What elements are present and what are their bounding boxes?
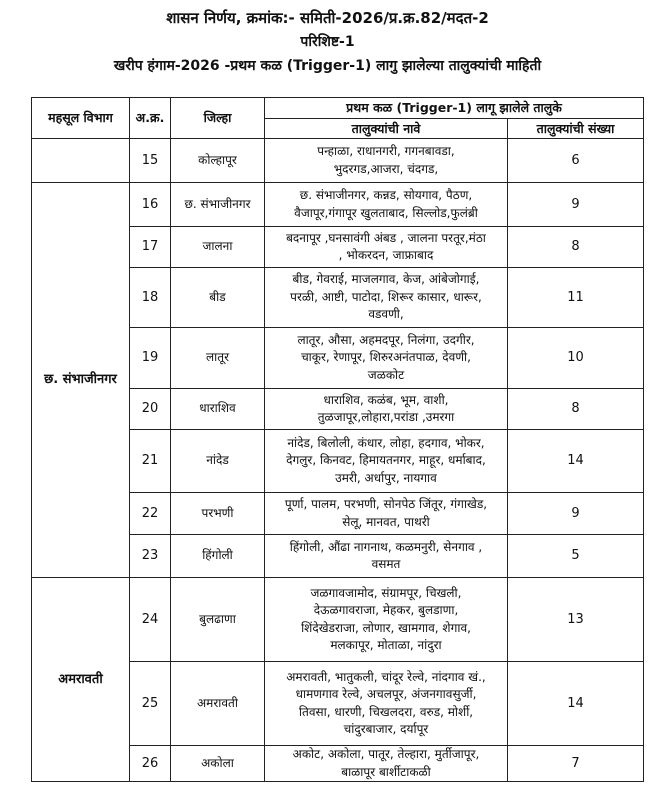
header-taluka-names: तालुक्यांची नावे <box>265 119 508 139</box>
taluka-names-line: बदनापूर ,घनसावंगी अंबड , जालना परतूर,मंठा <box>286 230 486 245</box>
serial-number: 17 <box>130 227 171 268</box>
taluka-count: 10 <box>508 328 644 389</box>
taluka-names-line: धाराशिव, कळंब, भूम, वाशी, <box>323 392 449 407</box>
taluka-names-line: चांदुरबाजार, दर्यापूर <box>343 722 429 736</box>
taluka-names <box>265 430 508 493</box>
district-name: बुलढाणा <box>171 578 265 662</box>
taluka-names-line: चाकूर, रेणापूर, शिरुरअनंतपाळ, देवणी, <box>301 350 471 365</box>
taluka-count: 9 <box>508 493 644 535</box>
taluka-count: 14 <box>508 430 644 493</box>
district-name: परभणी <box>171 493 265 535</box>
district-name: हिंगोली <box>171 535 265 578</box>
taluka-names-line: पूर्णा, पालम, परभणी, सोनपेठ जिंतूर, गंगाखेड, <box>284 497 488 511</box>
taluka-names <box>265 746 508 782</box>
taluka-names-line: छ. संभाजीनगर, कन्नड, सोयगाव, पैठण, <box>299 188 473 202</box>
taluka-names-line: जळगावजामोद, संग्रामपूर, चिखली, <box>310 585 462 600</box>
taluka-names <box>265 268 508 328</box>
taluka-names <box>265 493 508 535</box>
taluka-count: 14 <box>508 662 644 746</box>
serial-number: 26 <box>130 746 171 782</box>
serial-number: 22 <box>130 493 171 535</box>
taluka-count: 7 <box>508 746 644 782</box>
taluka-names-line: लातूर, औसा, अहमदपूर, निलंगा, उदगीर, <box>297 332 475 347</box>
district-name: धाराशिव <box>171 389 265 430</box>
taluka-names-line: परळी, आष्टी, पाटोदा, शिरूर कासार, धारूर, <box>290 289 482 304</box>
taluka-names-line: तुळजापूर,लोहारा,परांडा ,उमरगा <box>317 410 455 424</box>
taluka-count: 11 <box>508 268 644 328</box>
taluka-names-line: धामणगाव रेल्वे, अचलपूर, अंजनगावसुर्जी, <box>295 687 477 701</box>
taluka-names-line: सेलू, मानवत, पाथरी <box>342 514 430 529</box>
taluka-names-line: जळकोट <box>367 367 405 382</box>
taluka-names-line: पन्हाळा, राधानगरी, गगनबावडा, <box>317 144 455 158</box>
taluka-names <box>265 183 508 227</box>
taluka-count: 8 <box>508 389 644 430</box>
document-title: खरीप हंगाम-2026 -प्रथम कळ (Trigger-1) लागु झालेल्या तालुक्यांची माहिती <box>113 58 542 74</box>
serial-number: 16 <box>130 183 171 227</box>
taluka-names-line: देऊळगावराजा, मेहकर, बुलडाणा, <box>313 603 459 617</box>
serial-number: 24 <box>130 578 171 662</box>
taluka-names-line: नांदेड, बिलोली, कंधार, लोहा, हदगाव, भोकर, <box>287 435 485 450</box>
taluka-names-line: अमरावती, भातुकली, चांदूर रेल्वे, नांदगाव खं., <box>286 669 486 684</box>
serial-number: 18 <box>130 268 171 328</box>
district-name: जालना <box>171 227 265 268</box>
serial-number: 19 <box>130 328 171 389</box>
taluka-names-line: देगलुर, किनवट, हिमायतनगर, माहूर, धर्माबाद, <box>286 453 486 468</box>
division-name: छ. संभाजीनगर <box>32 183 130 578</box>
appendix-title: परिशिष्ट-1 <box>300 34 355 50</box>
taluka-names-line: बीड, गेवराई, माजलगाव, केज, आंबेजोगाई, <box>292 272 480 287</box>
table-row <box>32 578 644 662</box>
table-row <box>32 139 644 183</box>
taluka-names-line: अकोट, अकोला, पातूर, तेल्हारा, मुर्तीजापूर, <box>292 747 480 761</box>
serial-number: 23 <box>130 535 171 578</box>
taluka-names-line: , भोकरदन, जाफ्राबाद <box>338 248 434 262</box>
taluka-names-line: भुदरगड,आजरा, चंदगड, <box>333 161 439 176</box>
taluka-count: 5 <box>508 535 644 578</box>
taluka-names <box>265 662 508 746</box>
taluka-names-line: वैजापूर,गंगापूर खुलताबाद, सिल्लोड,फुलंब्री <box>294 205 478 220</box>
taluka-names-line: वसमत <box>371 557 401 571</box>
division-name: अमरावती <box>32 578 130 782</box>
taluka-count: 13 <box>508 578 644 662</box>
taluka-names <box>265 389 508 430</box>
district-name: बीड <box>171 268 265 328</box>
district-name: अमरावती <box>171 662 265 746</box>
taluka-names-line: मलकापूर, मोताळा, नांदुरा <box>330 638 442 652</box>
taluka-names <box>265 227 508 268</box>
taluka-names-line: उमरी, अर्धापुर, नायगाव <box>335 470 437 485</box>
table-body <box>32 139 644 782</box>
taluka-names-line: शिंदेखेडराजा, लोणार, खामगाव, शेगाव, <box>301 620 471 635</box>
taluka-names <box>265 139 508 183</box>
taluka-names <box>265 328 508 389</box>
table-row <box>32 183 644 227</box>
taluka-count: 6 <box>508 139 644 183</box>
district-name: कोल्हापूर <box>171 139 265 183</box>
serial-number: 15 <box>130 139 171 183</box>
header-sr-no: अ.क्र. <box>130 98 171 139</box>
district-name: लातूर <box>171 328 265 389</box>
taluka-names-line: बाळापूर बार्शीटाकळी <box>341 764 431 779</box>
taluka-names-line: हिंगोली, औंढा नागनाथ, कळमनुरी, सेनगाव , <box>289 539 483 554</box>
taluka-count: 9 <box>508 183 644 227</box>
district-name: छ. संभाजीनगर <box>171 183 265 227</box>
serial-number: 20 <box>130 389 171 430</box>
taluka-table <box>31 97 644 782</box>
taluka-names <box>265 535 508 578</box>
taluka-names-line: तिवसा, धारणी, चिखलदरा, वरुड, मोर्शी, <box>298 704 474 719</box>
taluka-names-line: वडवणी, <box>368 307 404 322</box>
taluka-count: 8 <box>508 227 644 268</box>
header-taluka-count: तालुक्यांची संख्या <box>508 119 644 139</box>
header-division: महसूल विभाग <box>32 98 130 139</box>
taluka-names <box>265 578 508 662</box>
serial-number: 21 <box>130 430 171 493</box>
header-trigger-group: प्रथम कळ (Trigger-1) लागू झालेले तालुके <box>265 98 644 119</box>
district-name: अकोला <box>171 746 265 782</box>
header-district: जिल्हा <box>171 98 265 139</box>
serial-number: 25 <box>130 662 171 746</box>
district-name: नांदेड <box>171 430 265 493</box>
document-reference-line: शासन निर्णय, क्रमांक:- समिती-2026/प्र.क्र.82/मदत-2 <box>166 9 489 27</box>
division-name <box>32 139 130 183</box>
